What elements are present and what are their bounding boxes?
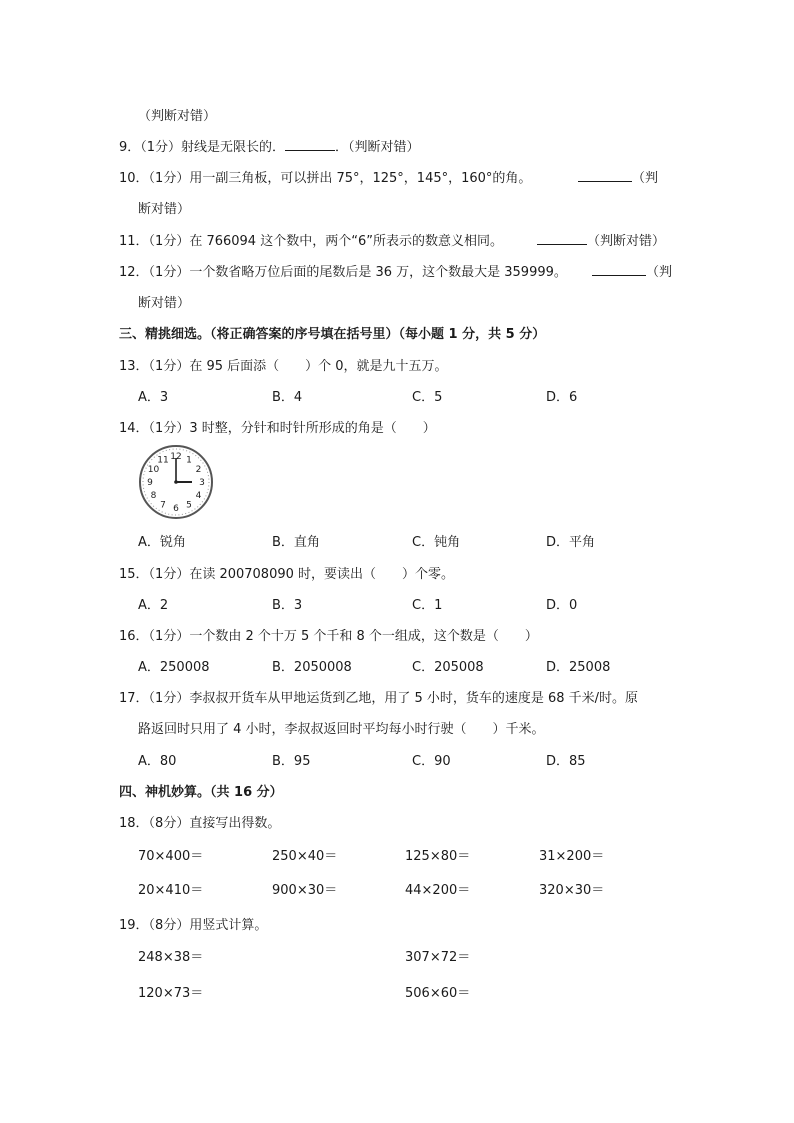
q15-option-b[interactable]: B．3 [272, 598, 303, 613]
question-17-line1: 17．（1分）李叔叔开货车从甲地运货到乙地，用了 5 小时，货车的速度是 68 千米/时。原 [119, 691, 639, 706]
q10-line1: 10．（1分）用一副三角板，可以拼出 75°，125°，145°，160°的角。 [119, 171, 532, 186]
question-18-stem: 18．（8分）直接写出得数。 [119, 816, 281, 831]
question-15-stem: 15．（1分）在读 200708090 时，要读出（ ）个零。 [119, 567, 455, 582]
q18-expr: 125×80＝ [405, 849, 471, 864]
q15-option-a[interactable]: A．2 [138, 598, 169, 613]
clock-figure [138, 444, 214, 520]
q13-option-b[interactable]: B．4 [272, 390, 303, 405]
question-10 [119, 167, 531, 186]
q12-suffix: （判 [646, 265, 673, 280]
q19-expr: 120×73＝ [138, 986, 204, 1001]
q10-suffix: （判 [632, 171, 659, 186]
q18-expr: 70×400＝ [138, 849, 204, 864]
q16-option-c[interactable]: C．205008 [412, 660, 484, 675]
q18-expr: 31×200＝ [539, 849, 605, 864]
q11-suffix: （判断对错） [587, 234, 666, 249]
q17-option-a[interactable]: A．80 [138, 754, 177, 769]
clock-numeral: 1 [186, 455, 192, 466]
q18-expr: 320×30＝ [539, 883, 605, 898]
q17-option-d[interactable]: D．85 [546, 754, 586, 769]
q17-option-c[interactable]: C．90 [412, 754, 451, 769]
question-13-stem: 13．（1分）在 95 后面添（ ）个 0，就是九十五万。 [119, 359, 448, 374]
q12-blank-wrap [592, 261, 672, 280]
question-9 [119, 136, 420, 155]
clock-numeral: 8 [150, 491, 157, 501]
q11-prefix: 11．（1分）在 766094 这个数中，两个“6”所表示的数意义相同。 [119, 234, 503, 249]
q14-option-d[interactable]: D．平角 [546, 535, 596, 550]
q18-expr: 250×40＝ [272, 849, 338, 864]
q15-option-d[interactable]: D．0 [546, 598, 578, 613]
q19-expr: 506×60＝ [405, 986, 471, 1001]
q18-expr: 20×410＝ [138, 883, 204, 898]
q12-line2: 断对错） [138, 296, 191, 311]
clock-numeral: 12 [170, 452, 182, 462]
q16-option-b[interactable]: B．2050008 [272, 660, 352, 675]
section-4-heading: 四、神机妙算。（共 16 分） [119, 785, 283, 800]
clock-numeral: 4 [195, 491, 202, 501]
q14-option-b[interactable]: B．直角 [272, 535, 320, 550]
q11-blank-wrap [537, 230, 665, 249]
clock-numeral: 6 [173, 504, 179, 514]
q10-blank-wrap [578, 167, 658, 186]
question-12 [119, 261, 567, 280]
q16-option-d[interactable]: D．25008 [546, 660, 611, 675]
q19-expr: 307×72＝ [405, 950, 471, 965]
question-14-stem: 14．（1分）3 时整，分针和时针所形成的角是（ ） [119, 421, 436, 436]
question-16-stem: 16．（1分）一个数由 2 个十万 5 个千和 8 个一组成，这个数是（ ） [119, 629, 538, 644]
clock-numeral: 3 [199, 478, 205, 488]
clock-numeral: 7 [160, 500, 166, 511]
question-19-stem: 19．（8分）用竖式计算。 [119, 918, 268, 933]
q14-option-c[interactable]: C．钝角 [412, 535, 461, 550]
q18-expr: 900×30＝ [272, 883, 338, 898]
clock-numeral: 9 [147, 478, 153, 488]
q8-continuation: （判断对错） [138, 109, 217, 124]
question-11 [119, 230, 503, 249]
q10-answer-blank[interactable] [578, 169, 632, 182]
q15-option-c[interactable]: C．1 [412, 598, 443, 613]
q14-option-a[interactable]: A．锐角 [138, 535, 186, 550]
clock-center [174, 480, 178, 484]
q13-option-d[interactable]: D．6 [546, 390, 578, 405]
q9-answer-blank[interactable] [285, 138, 335, 151]
q13-option-c[interactable]: C．5 [412, 390, 443, 405]
q10-line2: 断对错） [138, 202, 191, 217]
q12-answer-blank[interactable] [592, 263, 646, 276]
q9-prefix: 9．（1分）射线是无限长的． [119, 140, 286, 155]
clock-numeral: 11 [157, 455, 169, 466]
q18-expr: 44×200＝ [405, 883, 471, 898]
q9-suffix: ．（判断对错） [335, 140, 420, 155]
clock-numeral: 2 [195, 465, 202, 475]
clock-numeral: 10 [147, 465, 160, 475]
q11-answer-blank[interactable] [537, 232, 587, 245]
question-17-line2: 路返回时只用了 4 小时，李叔叔返回时平均每小时行驶（ ）千米。 [138, 722, 545, 737]
q12-line1: 12．（1分）一个数省略万位后面的尾数后是 36 万，这个数最大是 359999。 [119, 265, 567, 280]
clock-numeral: 5 [186, 500, 192, 511]
q13-option-a[interactable]: A．3 [138, 390, 169, 405]
q16-option-a[interactable]: A．250008 [138, 660, 210, 675]
q19-expr: 248×38＝ [138, 950, 204, 965]
q17-option-b[interactable]: B．95 [272, 754, 311, 769]
section-3-heading: 三、精挑细选。（将正确答案的序号填在括号里）（每小题 1 分，共 5 分） [119, 327, 546, 342]
